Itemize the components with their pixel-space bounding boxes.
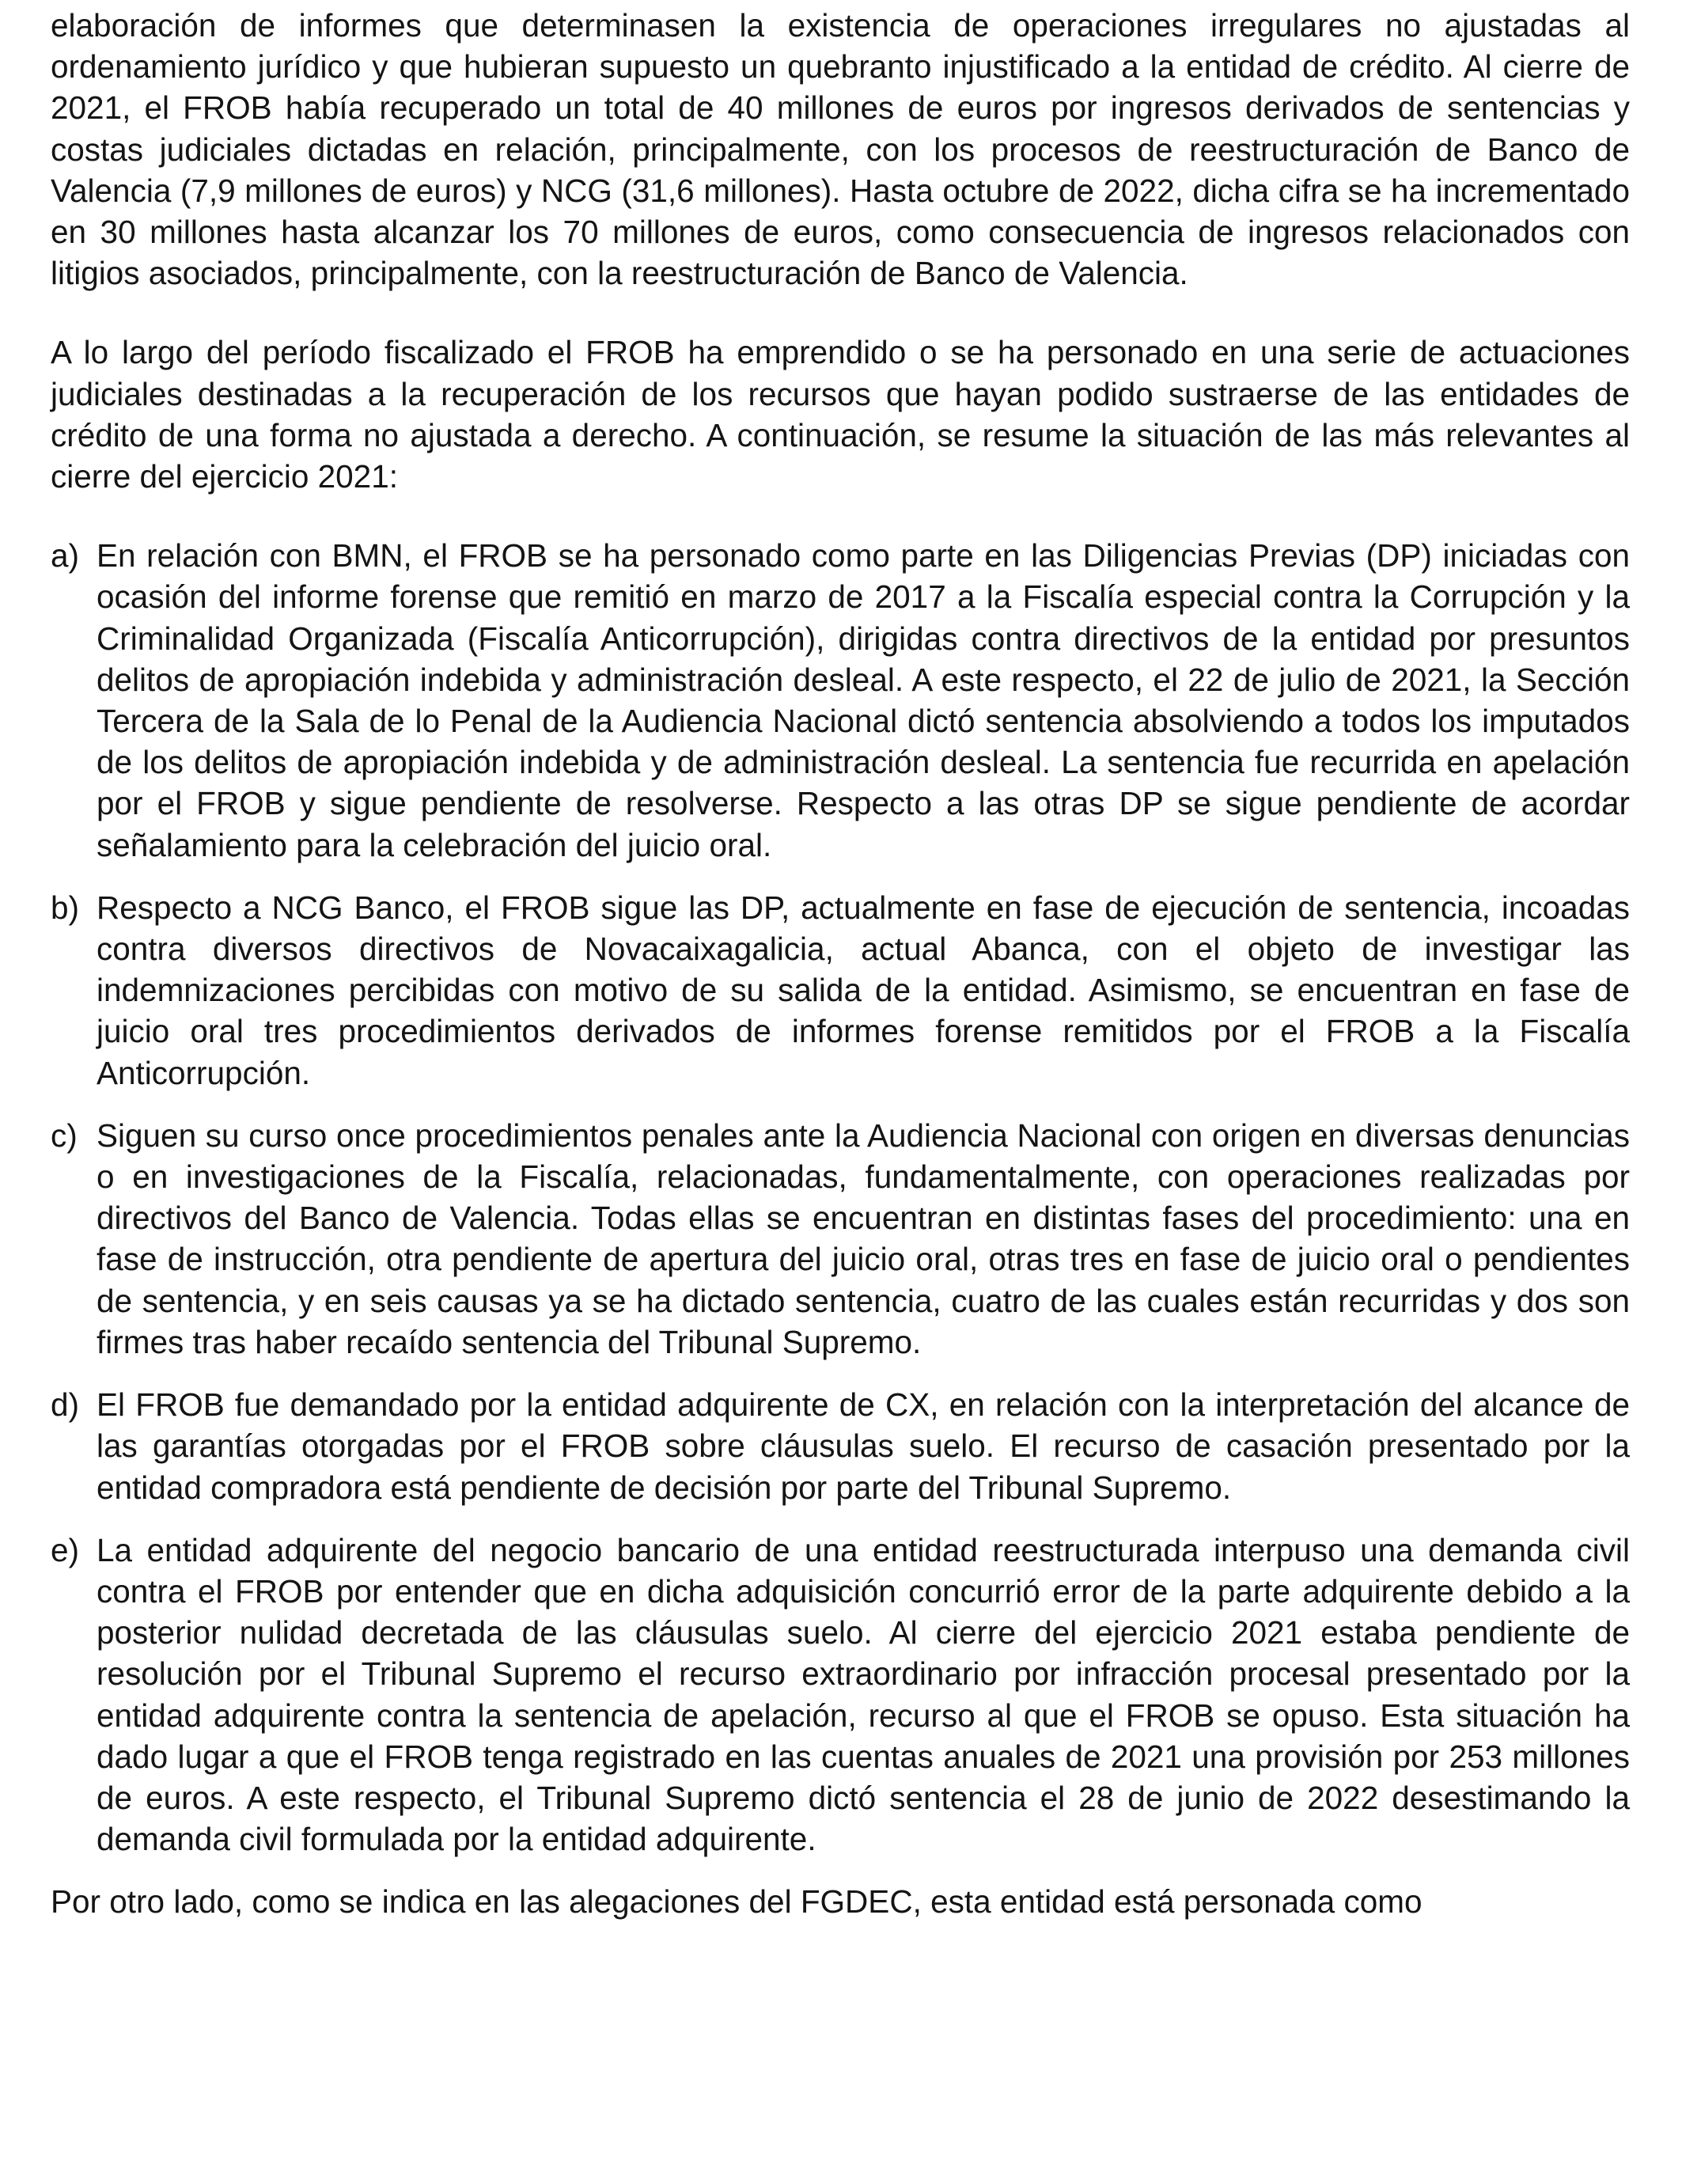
intro-paragraph: elaboración de informes que determinasen la existencia de operaciones irregulares no ajustadas al ordenamiento jurídico y que hubieran supuesto un quebranto injustificado a la entidad de crédito. Al cierre de 2021, el FROB había recuperado un total de 40 millones de euros por ingresos derivados de sentencias y costas judiciales dictadas en relación, principalmente, con los procesos de reestructuración de Banco de Valencia (7,9 millones de euros) y NCG (31,6 millones). Hasta octubre de 2022, dicha cifra se ha incrementado en 30 millones hasta alcanzar los 70 millones de euros, como consecuencia de ingresos relacionados con litigios asociados, principalmente, con la reestructuración de Banco de Valencia. [51,7,1630,292]
list-item-text: Siguen su curso once procedimientos penales ante la Audiencia Nacional con origen en diversas denuncias o en investigaciones de la Fiscalía, relacionadas, fundamentalmente, con operaciones realizadas por directivos del Banco de Valencia. Todas ellas se encuentran en distintas fases del procedimiento: una en fase de instrucción, otra pendiente de apertura del juicio oral, otras tres en fase de juicio oral o pendientes de sentencia, y en seis causas ya se ha dictado sentencia, cuatro de las cuales están recurridas y dos son firmes tras haber recaído sentencia del Tribunal Supremo. [97,1117,1630,1360]
list-item-text: En relación con BMN, el FROB se ha personado como parte en las Diligencias Previas (DP) iniciadas con ocasión del informe forense que remitió en marzo de 2017 a la Fiscalía especial contra la Corrupción y la Criminalidad Organizada (Fiscalía Anticorrupción), dirigidas contra directivos de la entidad por presuntos delitos de apropiación indebida y administración desleal. A este respecto, el 22 de julio de 2021, la Sección Tercera de la Sala de lo Penal de la Audiencia Nacional dictó sentencia absolviendo a todos los imputados de los delitos de apropiación indebida y de administración desleal. La sentencia fue recurrida en apelación por el FROB y sigue pendiente de resolverse. Respecto a las otras DP se sigue pendiente de acordar señalamiento para la celebración del juicio oral. [97,537,1630,863]
list-marker: a) [51,537,80,574]
list-item-text: Respecto a NCG Banco, el FROB sigue las DP, actualmente en fase de ejecución de sentencia, incoadas contra diversos directivos de Novacaixagalicia, actual Abanca, con el objeto de investigar las indemnizaciones percibidas con motivo de su salida de la entidad. Asimismo, se encuentran en fase de juicio oral tres procedimientos derivados de informes forense remitidos por el FROB a la Fiscalía Anticorrupción. [97,889,1630,1091]
list-marker: c) [51,1117,78,1154]
closing-paragraph-fragment: Por otro lado, como se indica en las alegaciones del FGDEC, esta entidad está personada como [51,1883,1423,1920]
list-item-a [51,535,1630,866]
list-item-e [51,1530,1630,1860]
list-item-c [51,1115,1630,1363]
list-marker: e) [51,1531,80,1568]
list-marker: d) [51,1386,80,1424]
list-marker: b) [51,889,80,926]
summary-paragraph: A lo largo del período fiscalizado el FROB ha emprendido o se ha personado en una serie de actuaciones judiciales destinadas a la recuperación de los recursos que hayan podido sustraerse de las entidades de crédito de una forma no ajustada a derecho. A continuación, se resume la situación de las más relevantes al cierre del ejercicio 2021: [51,334,1630,495]
list-item-text: El FROB fue demandado por la entidad adquirente de CX, en relación con la interpretación del alcance de las garantías otorgadas por el FROB sobre cláusulas suelo. El recurso de casación presentado por la entidad compradora está pendiente de decisión por parte del Tribunal Supremo. [97,1386,1630,1506]
list-item-text: La entidad adquirente del negocio bancario de una entidad reestructurada interpuso una demanda civil contra el FROB por entender que en dicha adquisición concurrió error de la parte adquirente debido a la posterior nulidad decretada de las cláusulas suelo. Al cierre del ejercicio 2021 estaba pendiente de resolución por el Tribunal Supremo el recurso extraordinario por infracción procesal presentado por la entidad adquirente contra la sentencia de apelación, recurso al que el FROB se opuso. Esta situación ha dado lugar a que el FROB tenga registrado en las cuentas anuales de 2021 una provisión por 253 millones de euros. A este respecto, el Tribunal Supremo dictó sentencia el 28 de junio de 2022 desestimando la demanda civil formulada por la entidad adquirente. [97,1531,1630,1858]
list-item-d [51,1384,1630,1508]
litigation-list [51,535,1630,1860]
list-item-b [51,887,1630,1094]
document-page [51,5,1630,1923]
